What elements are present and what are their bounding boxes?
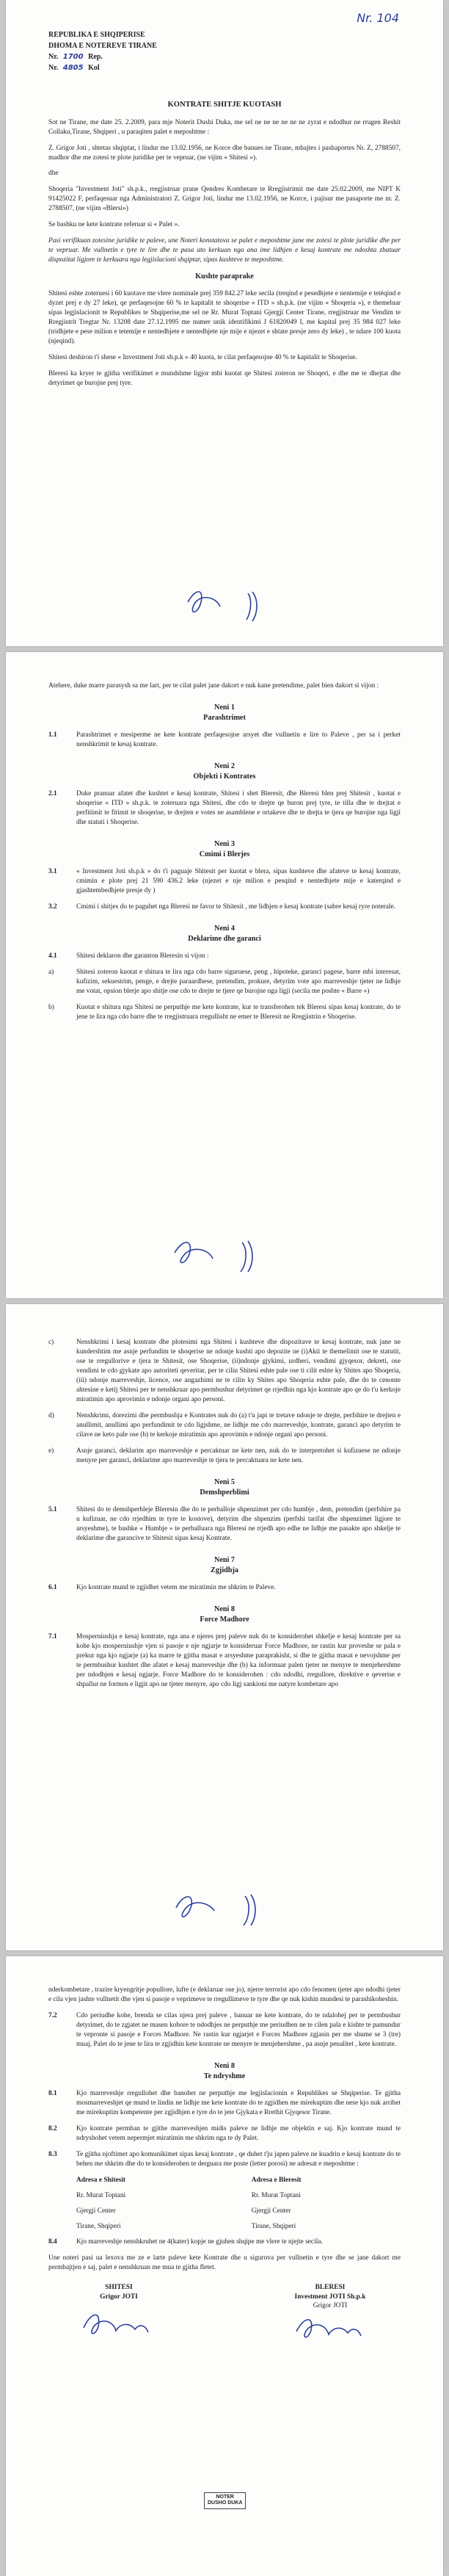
clause-3-2: 3.2 Cmimi i shitjes do te paguhet nga Bleresi ne favor te Shitesit , me lidhjen e kesaj kontrate (sabre kesaj ryre noterale. <box>48 903 396 911</box>
article-8-force-title: Force Madhore <box>200 1615 249 1624</box>
clause-6-1: 6.1 Kjo kontrate mund te zgjidhet vetem me miratimin me shkrim te Paleve. <box>48 1583 276 1591</box>
seller-signature-block: SHITESI Grigor JOTI <box>48 2283 189 2346</box>
intro-paragraph: Sot ne Tirane, me date 25. 2.2009, para mje Noterit Dushi Duka, me sel ne ne ne ne ne ne zyrat e ndodhur ne rrugen Reshit Collaku,Tirane, Shqiperi , u paraqiten palet e meposhtme : <box>48 118 401 136</box>
article-4-number: Neni 4 <box>213 925 235 933</box>
clause-8-2: 8.2 Kjo kontrate permban te gjithe marreveshjen midis paleve ne lidhje me objektin e saj. Kjo kontrate mund te ndryshohet vetem nepermjet miratimin me shkrim nga te dy Palet. <box>48 2124 401 2142</box>
clause-3-1: 3.1 « Investment Joti sh.p.k » do t'i paguaje Shitesit per kuotat e blera, sipas kushteve dhe afateve te kesaj kontrate, cmimin e plote prej 21 590 436.2 leke (njezet e nje milion e pesqind e nentedhjete mije e katerqind e gjashtembedhjete presje dy ) <box>48 868 401 895</box>
parties-together: Se bashku ne kete kontrate referuar si « Palet ». <box>48 221 180 229</box>
page3-signatures <box>6 1884 443 1943</box>
seller-address: Adresa e Shitesit Rr. Murat Toptani Gjergji Center Tirane, Shqiperi <box>76 2176 126 2230</box>
buyer-signature <box>286 2312 374 2342</box>
clause-2-1: 2.1 Duke pranuar afatet dhe kushtet e kesaj kontrate, Shitesi i shet Bleresit, dhe Bleresi blen prej Shitesit , kuotat e shoqerise « ITD » sh.p.k. te zoteruara nga Shitesi, dhe cdo te drejte qe buron prej tyre, te tilla dhe te drejtat e perfitimit te fitimit te shoqerise, te drejten e votes ne asamblene e ortakeve dhe te drejta te tjera qe burojne nga ligji dhe statuti i Shoqerise. <box>48 790 401 827</box>
preconditions-p2: Shitesi deshiron t'i shese « Investment Joti sh.p.k » 40 kuota, te cilat perfaqesojne 40 % te kapitalit te Shoqerise. <box>48 354 357 362</box>
clause-8-4: 8.4 Kjo marreveshje nenshkruhet ne 4(kater) kopje ne gjuhen shqipe me vlere te njejte secila. <box>48 2237 323 2246</box>
page-2 <box>6 652 443 1298</box>
article-2-title: Objekti i Kontrates <box>193 773 256 781</box>
page2-intro: Atehere, duke marre parasysh sa me lart, per te cilat palet jane dakort e nuk kane pretendime, palet bien dakort si vijon : <box>48 682 379 690</box>
article-4-title: Deklarime dhe garanci <box>188 935 261 944</box>
clause-7-1: 7.1 Mosperniushja e kesaj kontrate, nga ana e njeres prej paleve nuk do te konsiderohet shkelje e kesaj kontrate per sa kohe kjo mosperniushje vjen si pasoje e nje ngjarje te konsideruar Force Madhore, ne rastin kur proveshe se pala e prekur nga kjo ngjarje (a) ka marre te gjitha masat e arsyeshme paraprakisht, si dhe te gjitha masat e nevojshme per te permbushur kushtet dhe afatet e kesaj marreveshje dhe (b) ka informuar palen tjeter ne menyre te menjehershme per ndodhjen e kesaj ngjarje. Force Madhore do te konsiderohen : cdo ndodhi, rregullore, direktive e qeverise e shpallur ne formen e ligjit apo ne tjeter menyre, apo cdo ligj sankioni me natyre kombetare apo <box>48 1632 401 1688</box>
article-8-misc-title: Te ndryshme <box>203 2072 246 2080</box>
rep-number: 1700 <box>62 53 84 61</box>
clause-4-a: a) Shitesi zoteron kuotat e shitura te lira nga cdo barre siguruese, peng , hipoteke, garanci pagese, barre mbi interesat, kufizim, sekuestrim, penge, e drejte paraardhese, pretendim, prokure, detyrim vote apo marreveshje tjeter ne lidhje me votat, opsion blerje apo shitje ose cdo te drejte te tjere qe burojne nga ligji (secila me poshte « Barre ») <box>48 969 401 996</box>
page-4 <box>6 1956 443 2576</box>
header-rep-line: Nr. 1700 Rep. <box>48 53 103 61</box>
signature-block <box>48 2283 401 2346</box>
page1-signatures <box>6 580 443 639</box>
article-1-title: Parashtrimet <box>203 714 246 723</box>
article-3-number: Neni 3 <box>213 840 235 849</box>
clause-4-b: b) Kuotat e shitura nga Shitesi ne perputhje me kete kontrate, kur te transferohen tek Bleresi sipas kesaj kontrate, do te jene te lira nga cdo barre dhe te rregjistruara rregullisht ne emer te Bleresit ne Rregjistrin e Shoqerise. <box>48 1004 401 1021</box>
header-kol-line: Nr. 4805 Kol <box>48 64 100 72</box>
clause-4-d: d) Nenshkrimi, dorezimi dhe permbushja e Kontrates nuk do (a) t'u japi te tretave ndonje te drejte, perfshire te drejten e anullimit, anullimi apo perfundimit te cdo ligjshme, ne lidhje me cdo marreveshje, kontrate, garanci apo detyrim te cilave ne keto pale ose (b) te kerkoje miratimin apo aprovimin e ndonje organi apo personi. <box>48 1411 401 1439</box>
clause-5-1: 5.1 Shitesi do te demshperbleje Bleresin dhe do te perballoje shpenzimet per cdo humbje , dem, pretendim (perfshire pa u kufizuar, ne cdo rrjedhim te tyre te kostove), detyrim dhe shpenzim (perfshi tarifat dhe shpenzimet ligjore te arsyeshme), te bashke « Humbje » te perballuara nga Bleresi ne rrjedh apo edhe ne lidhje me pasakte apo shkelje te deklarime dhe garancive te Shitesit sipas kesaj Kontrate. <box>48 1505 401 1542</box>
conjunction: dhe <box>48 170 59 178</box>
notary-closing: Une noteri pasi ua lexova me ze e larte paleve kete Kontrate dhe u sigurova per vullnetin e tyre dhe se jane dakort me permbajtjen e saj, palet e nenshkruan me mua te gjitha fletet. <box>48 2254 401 2271</box>
preconditions-p3: Bleresi ka kryer te gjitha verifikimet e mundshme ligjor mbi kuotat qe Shitesi zoteron ne Shoqeri, e dhe me te dhejtat dhe detyrimet qe burojne prej tyre. <box>48 370 401 388</box>
clause-8-1: 8.1 Kjo marreveshje rregullohet dhe banohet ne perputhje me legjislacionin e Republikes se Shqiperise. Te gjitha mosmarreveshjet qe mund te lindin ne lidhje me kete kontrate do te zgjidhen me mirekuptim dhe nese kjo nuk arrihet me mirekuptim kompetente per zgjidhjen e tyre do te jete Gjykata e Rrethit Gjyqesor Tirane. <box>48 2089 401 2116</box>
article-5-number: Neni 5 <box>213 1477 235 1486</box>
kol-number: 4805 <box>62 64 84 72</box>
seller-signature <box>75 2306 163 2338</box>
clause-7-2: 7.2 Cdo periudhe kohe, brenda se cilas njera prej paleve , banuar ne kete kontrate, do te ndalohej per te permbushur detyrimet, do te zgjatet ne masen kohore te ndodhjes ne perputhje me periudhen ne te cilen pala e kishte te pamundur te vepronte si pasoje e Forces Madhore. Ne rastin kur ngjarjet e Forces Madhore zgjasin per me shume se 3 (tre) muaj, Palet do te jene te lira te zgjidhin kete kontrate ne menyre te menjehershme , pa asnje penalitet , kete kontrate. <box>48 2011 401 2048</box>
page-1 <box>6 0 443 646</box>
clause-1-1: 1.1 Parashtrimet e mesiperme ne kete kontrate perfaqesojne arsyet dhe vullnetin e lire to Paleve , per sa i perket nenshkrimit te kesaj kontrate. <box>48 731 401 749</box>
address-block <box>48 2176 401 2237</box>
party-buyer: Shoqeria "Investment Joti" sh.p.k., rregjistruar prane Qendres Kombetare te Rregjistrimit me date 25.02.2009, me NIPT K 91425022 F, perfaqesuar nga Administratori Z. Grigor Joti, lindur me 13.02.1956, ne Korce, i pajisur me pasaporte me nr. Z. 2788507, (ne vijim «Blersi») <box>48 186 401 213</box>
clause-8-3: 8.3 Te gjitha njoftimet apo komunikimet sipas kesaj kontrate , qe duhet t'ju japen paleve ne kuadrin e kesaj kontrate do te behen me shkrim dhe do te konsiderohen te derguara me poste (letter porosi) ne adresat e meposhtme : <box>48 2150 401 2168</box>
clause-4-e: e) Asnje garanci, deklarim apo marreveshje e percaktuar ne kete nen, nuk do te interpretohet si kufizuese ne ndonje menyre per garanci, deklarime apo marreveshje te tjera te percaktuara ne kete nen. <box>48 1447 401 1464</box>
clause-4-c: c) Nenshkrimi i kesaj kontrate dhe plotesimi nga Shitesi i kushteve dhe dispozitave te kesaj kontrate, nuk jane ne kundershtim me asnje perfundim te shoqerise ne ndonje kushti apo depozite ne (i)Akti te themelimit ose te statutit, ose te rregullorive e tjera te Shitesit, ose Shoqerise, (ii)ndonje gjykimi, urdheri, vendimi gjyqesor, dekreti, ose vendimi te cdo gjykate apo autoriteti qeveritar, per te cilin Shitesi eshte pale ose ti cilit eshte ky Shites apo Shoqeria, (iii) ndonje marreveshje, licence, ose angazhimi ne te cilin ky Shites apo Shoqeria eshte pale, dhe do te cenonte ahtesine e ketij Shitesi per te nenshkruar apo permbushur detyrimet qe rrjedhin nga kjo kontrate apo qe do t'u kerkoje miratimin apo aprovimin e ndonje organi apo personi. <box>48 1339 401 1403</box>
handwritten-annotation: Nr. 104 <box>357 11 399 25</box>
notary-stamp: NOTER DUSHO DUKA <box>204 2492 246 2509</box>
article-7-title: Zgjidhja <box>211 1566 238 1574</box>
article-7-number: Neni 7 <box>213 1555 235 1564</box>
notary-declaration: Pasi verifikuan zotesine juridike te paleve, une Noteri konstatova se palet e meposhtme jane me zotesi te plote juridike dhe per te vepruar. Me vullnetin e tyre te lire dhe te pasa ato kerkuan nga ana ime lidhjen e kesaj kontrate me ndoshta zbatuar dispozitat ligjore te kerkuara nga legjislacioni shqiptar, sipas kushteve te meposhtme. <box>48 237 401 264</box>
article-1-number: Neni 1 <box>213 703 235 712</box>
document-title: KONTRATE SHITJE KUOTASH <box>167 101 282 109</box>
header-chamber: DHOMA E NOTEREVE TIRANE <box>48 42 157 50</box>
article-2-number: Neni 2 <box>213 762 235 771</box>
clause-4-1: 4.1 Shitesi deklaron dhe garanton Bleresin si vijon : <box>48 952 209 960</box>
page-3 <box>6 1304 443 1950</box>
page2-signatures <box>6 1232 443 1291</box>
section-preconditions-title: Kushte paraprake <box>195 272 254 281</box>
article-3-title: Cmimi i Blerjes <box>199 850 250 859</box>
party-seller: Z. Grigor Joti , shtetas shqiptar, i lindur me 13.02.1956, ne Korce dhe banues ne Tirane, mbajtes i pashaportes Nr. Z, 2788507, madhor dhe me zotesi te plote juridike per te vepruar, (ne vijim « Shitesi »). <box>48 144 401 162</box>
article-8-misc-number: Neni 8 <box>213 2061 235 2070</box>
article-5-title: Demshperblimi <box>200 1488 249 1497</box>
buyer-address: Adresa e Bleresit Rr. Murat Toptani Gjergji Center Tirane, Shqiperi <box>251 2176 302 2230</box>
buyer-signature-block: BLERESI Investment JOTI Sh.p.k Grigor JOTI <box>260 2283 401 2346</box>
preconditions-p1: Shitesi eshte zoteruesi i 60 kuotave me vlere nominale prej 359 842.27 leke secila (treqind e pesedhjete e nentemije e tetëqind e dyzet prej e dy 27 leke), qe perfaqesojne 60 % te kapitalit te shoqerise « ITD » sh.p.k. (ne vijim « Shoqeria »), e themeluar sipas legjislacionit te Republikes te Shqiperise,me sel ne Rr. Murat Toptani Gjergji Center Tirane, rregjistruar me Vendim te Rregjistrit Tregtar Nr. 13208 date 27.12.1995 me numer unik identifikimi J 61820049 I, me kapital prej 35 984 027 leke (tridhjete e pese milion e tetemije e nentedhjete e nentedhjete nje mije e njezet e shtate presje zero dy leke) , te ndare 100 kuota (njeqind). <box>48 290 401 346</box>
header-republic: REPUBLIKA E SHQIPERISE <box>48 31 145 39</box>
article-8-force-number: Neni 8 <box>213 1604 235 1613</box>
force-majeure-continued: nderkombetare , trazire kryengritje popullore, lufte (e deklaruar ose jo), njerre terrorist apo cdo fenomen tjeter apo ndodhi tjeter e cila vjen jashte vullnetit dhe vjen si pasoje e veprimeve te rregullimeve te tyre dhe qe nuk kishin mundesi te parashikoheshin. <box>48 1986 401 2003</box>
